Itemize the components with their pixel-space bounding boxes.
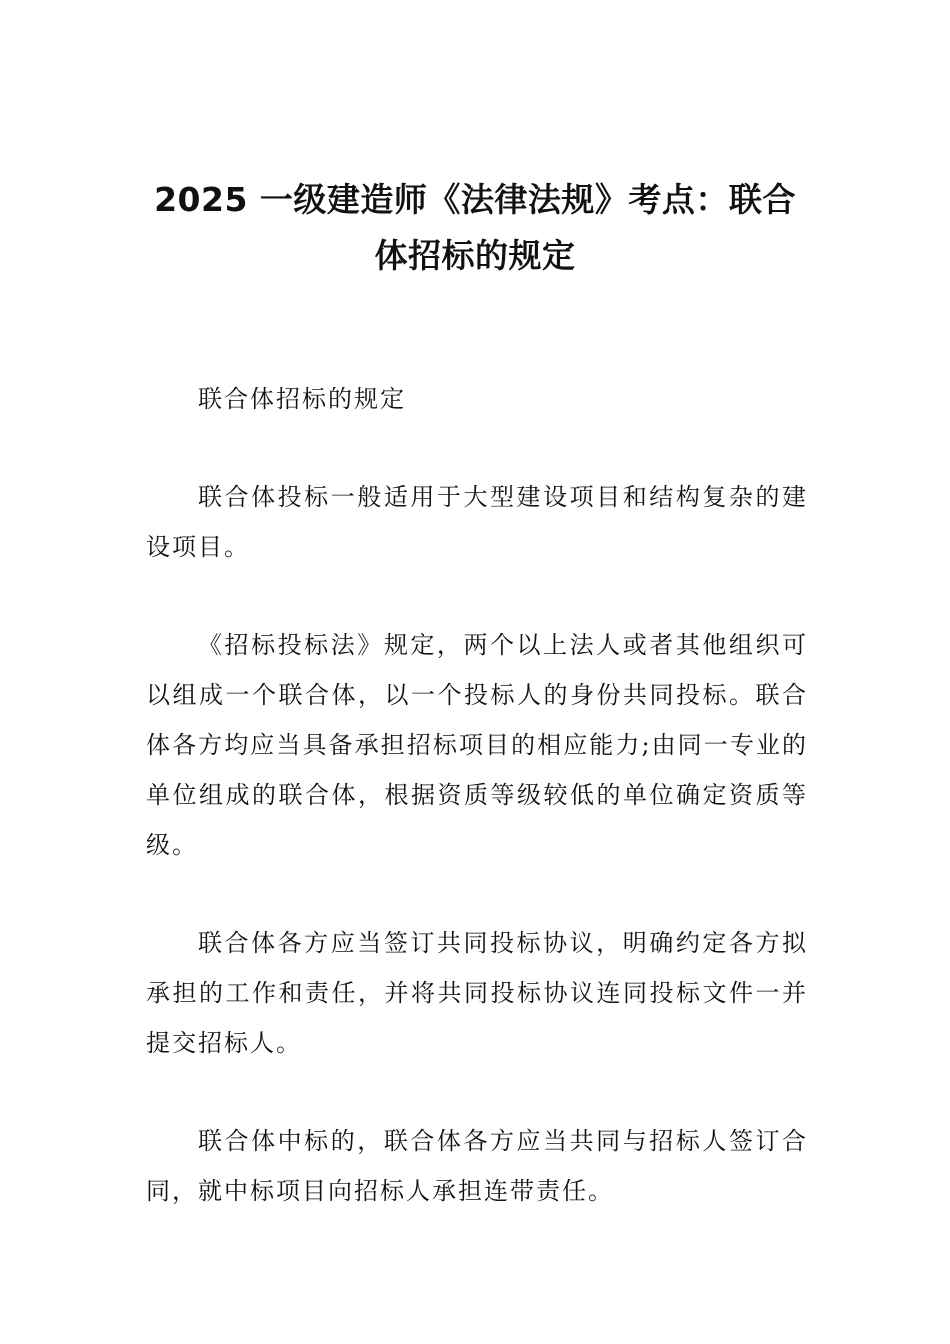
title-line-2: 体招标的规定: [374, 236, 576, 275]
title-line-1: 2025 一级建造师《法律法规》考点：联合: [154, 180, 796, 219]
section-heading: 联合体招标的规定: [198, 385, 406, 413]
document-body: [146, 374, 808, 1264]
paragraph-agreement: 联合体各方应当签订共同投标协议，明确约定各方拟承担的工作和责任，并将共同投标协议连同投标文件一并提交招标人。: [146, 929, 808, 1057]
paragraph-applicability: 联合体投标一般适用于大型建设项目和结构复杂的建设项目。: [146, 483, 808, 561]
paragraph-law-provision: 《招标投标法》规定，两个以上法人或者其他组织可以组成一个联合体，以一个投标人的身份共同投标。联合体各方均应当具备承担招标项目的相应能力;由同一专业的单位组成的联合体，根据资质等级较低的单位确定资质等级。: [146, 631, 808, 859]
page-title: [120, 172, 830, 284]
paragraph-joint-liability: 联合体中标的，联合体各方应当共同与招标人签订合同，就中标项目向招标人承担连带责任。: [146, 1127, 808, 1205]
